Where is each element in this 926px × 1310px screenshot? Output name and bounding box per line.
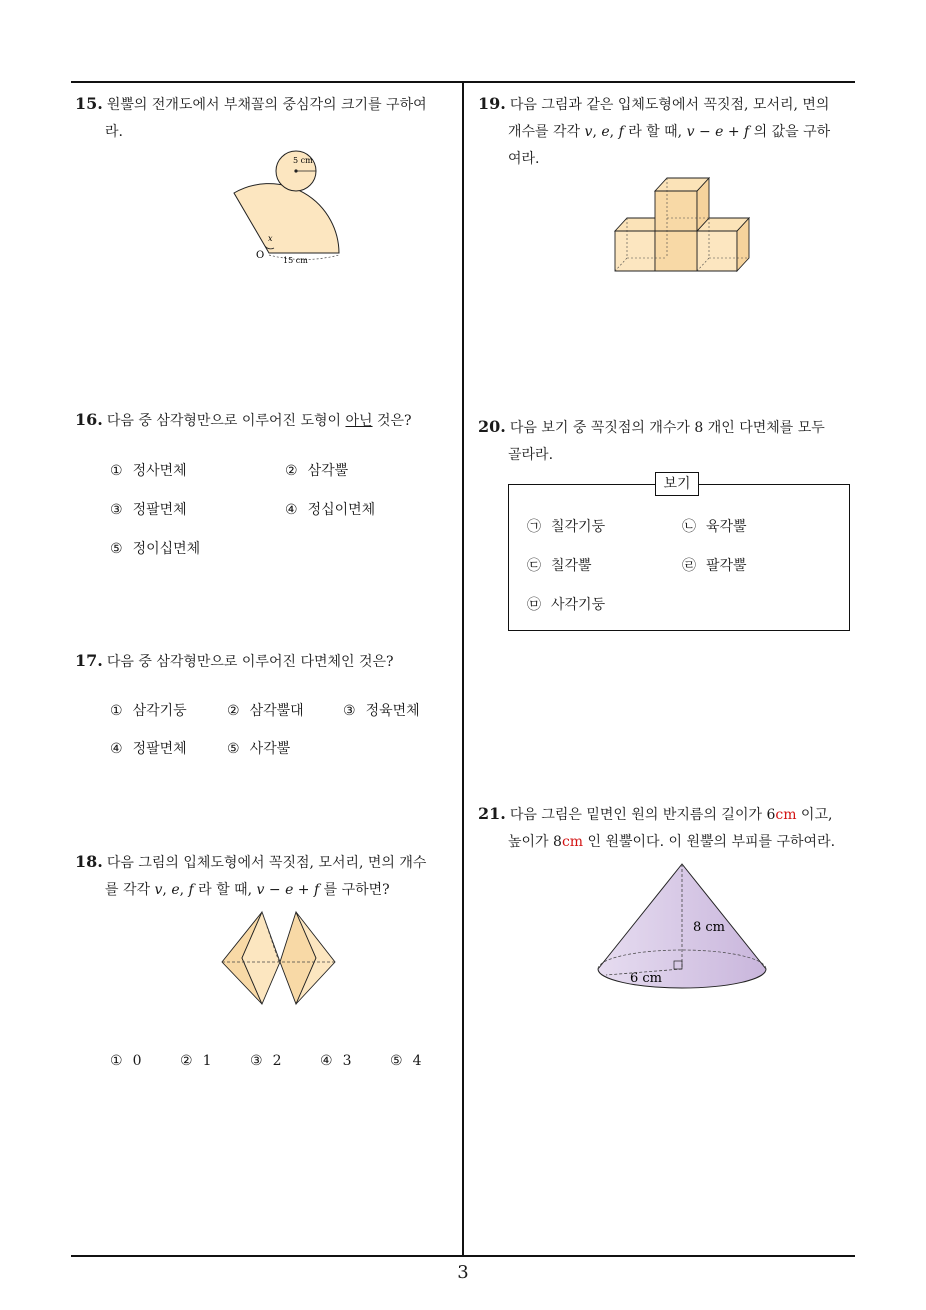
text-part: 를 각각	[105, 882, 155, 898]
cone-figure	[596, 862, 771, 992]
page-number: 3	[457, 1262, 469, 1283]
option-label: 정십이면체	[307, 502, 376, 518]
question-20	[478, 413, 863, 469]
var-v: v	[584, 124, 593, 140]
unit-cm: cm	[775, 807, 797, 823]
q16-option-2[interactable]	[285, 460, 348, 480]
item-label: 칠각기둥	[551, 519, 606, 535]
option-label: 정팔면체	[132, 741, 187, 757]
cube-face	[697, 231, 737, 271]
option-label: 2	[272, 1053, 282, 1069]
q16-option-3[interactable]	[110, 499, 187, 519]
q17-option-2[interactable]	[227, 700, 304, 720]
var-v: v	[154, 882, 163, 898]
question-text-cont	[478, 119, 863, 146]
radius-label: 5 cm	[293, 156, 313, 165]
cube-face	[615, 231, 655, 271]
question-text: 다음 그림과 같은 입체도형에서 꼭짓점, 모서리, 면의	[509, 97, 830, 113]
option-mark: ④	[285, 502, 298, 518]
question-18	[75, 848, 460, 904]
option-label: 정이십면체	[132, 541, 201, 557]
q16-option-4[interactable]	[285, 499, 375, 519]
q16-option-1[interactable]	[110, 460, 187, 480]
var-e: e	[601, 124, 610, 140]
option-label: 3	[342, 1053, 352, 1069]
question-21	[478, 800, 863, 856]
option-mark: ②	[180, 1053, 193, 1069]
var-f: f	[188, 882, 194, 898]
item-label: 사각기둥	[551, 597, 606, 613]
expression: v − e + f	[256, 882, 320, 898]
question-number: 20.	[478, 417, 506, 436]
q18-option-2[interactable]	[180, 1053, 211, 1069]
cone-net-figure	[225, 148, 345, 268]
item-label: 팔각뿔	[706, 558, 747, 574]
option-mark: ③	[250, 1053, 263, 1069]
option-label: 사각뿔	[249, 741, 291, 757]
item-mark: ㉠	[527, 519, 541, 535]
option-label: 0	[132, 1053, 142, 1069]
q17-option-4[interactable]	[110, 738, 187, 758]
option-label: 정사면체	[132, 463, 187, 479]
option-mark: ③	[343, 703, 356, 719]
option-label: 삼각기둥	[132, 703, 187, 719]
text-part: ,	[179, 882, 189, 898]
question-number: 15.	[75, 94, 103, 113]
height-label: 8 cm	[693, 920, 726, 935]
option-mark: ②	[285, 463, 298, 479]
underlined-word: 아닌	[345, 413, 373, 429]
text-part: 를 구하면?	[319, 882, 390, 898]
option-label: 4	[412, 1053, 422, 1069]
sector-shape	[234, 184, 339, 253]
origin-label: O	[256, 250, 265, 261]
text-part: 다음 그림은 밑면인 원의 반지름의 길이가 6	[509, 807, 776, 823]
text-part: ,	[592, 124, 602, 140]
question-text: 다음 그림의 입체도형에서 꼭짓점, 모서리, 면의 개수	[106, 855, 427, 871]
var-e: e	[171, 882, 180, 898]
q16-option-5[interactable]	[110, 538, 200, 558]
option-mark: ④	[320, 1053, 333, 1069]
q20-item-4	[682, 555, 747, 575]
question-text: 다음 보기 중 꼭짓점의 개수가 8 개인 다면체를 모두	[509, 420, 825, 436]
box-title: 보기	[655, 472, 699, 496]
text-part: 이고,	[796, 807, 833, 823]
question-text-cont: 골라라.	[508, 447, 554, 463]
pyramid-face	[242, 912, 280, 1004]
option-mark: ③	[110, 502, 123, 518]
option-mark: ⑤	[390, 1053, 403, 1069]
q20-item-2	[682, 516, 747, 536]
question-number: 18.	[75, 852, 103, 871]
q20-item-5	[527, 594, 605, 614]
question-text: 다음 중 삼각형만으로 이루어진 도형이	[106, 413, 346, 429]
option-label: 1	[202, 1053, 212, 1069]
side-label: 15 cm	[283, 256, 308, 265]
question-number: 16.	[75, 410, 103, 429]
option-label: 정육면체	[365, 703, 420, 719]
text-part: 인 원뿔이다. 이 원뿔의 부피를 구하여라.	[583, 834, 836, 850]
bottom-rule	[71, 1255, 855, 1257]
item-mark: ㉢	[527, 558, 541, 574]
question-number: 19.	[478, 94, 506, 113]
item-mark: ㉣	[682, 558, 696, 574]
q18-option-4[interactable]	[320, 1053, 351, 1069]
text-part: 높이가 8	[508, 834, 562, 850]
q17-option-5[interactable]	[227, 738, 290, 758]
q18-option-5[interactable]	[390, 1053, 421, 1069]
unit-cm: cm	[561, 834, 584, 850]
question-number: 21.	[478, 804, 506, 823]
q17-option-3[interactable]	[343, 700, 420, 720]
option-label: 삼각뿔	[307, 463, 349, 479]
text-part: 라 할 때,	[623, 124, 687, 140]
question-text: 다음 중 삼각형만으로 이루어진 다면체인 것은?	[106, 654, 394, 670]
q18-option-1[interactable]	[110, 1053, 141, 1069]
pyramid-face	[280, 912, 316, 1004]
text-part: ,	[162, 882, 172, 898]
text-part: 개수를 각각	[508, 124, 585, 140]
question-text: 원뿔의 전개도에서 부채꼴의 중심각의 크기를 구하여	[106, 97, 427, 113]
text-part: 의 값을 구하	[749, 124, 831, 140]
item-mark: ㉤	[527, 597, 541, 613]
item-label: 육각뿔	[706, 519, 747, 535]
question-text-end: 것은?	[372, 413, 412, 429]
option-mark: ⑤	[227, 741, 240, 757]
q18-option-3[interactable]	[250, 1053, 281, 1069]
var-f: f	[618, 124, 624, 140]
option-label: 삼각뿔대	[249, 703, 304, 719]
question-15	[75, 90, 460, 146]
angle-label: x	[268, 234, 273, 243]
q17-option-1[interactable]	[110, 700, 187, 720]
option-mark: ④	[110, 741, 123, 757]
item-label: 칠각뿔	[551, 558, 592, 574]
question-number: 17.	[75, 651, 103, 670]
question-19	[478, 90, 863, 173]
q20-item-3	[527, 555, 592, 575]
option-mark: ⑤	[110, 541, 123, 557]
option-label: 정팔면체	[132, 502, 187, 518]
column-divider	[462, 82, 464, 1257]
question-16	[75, 406, 460, 435]
text-part: 라 할 때,	[193, 882, 257, 898]
item-mark: ㉡	[682, 519, 696, 535]
question-text-cont	[75, 877, 460, 904]
expression: v − e + f	[686, 124, 750, 140]
question-text-cont: 라.	[105, 124, 123, 140]
option-mark: ①	[110, 463, 123, 479]
bipyramid-figure	[222, 910, 342, 1008]
option-mark: ②	[227, 703, 240, 719]
text-part: ,	[609, 124, 619, 140]
option-mark: ①	[110, 1053, 123, 1069]
q20-item-1	[527, 516, 605, 536]
question-text-cont2: 여라.	[508, 151, 540, 167]
cubes-figure	[615, 178, 750, 273]
question-17	[75, 647, 460, 676]
radius-label: 6 cm	[630, 971, 663, 986]
option-mark: ①	[110, 703, 123, 719]
